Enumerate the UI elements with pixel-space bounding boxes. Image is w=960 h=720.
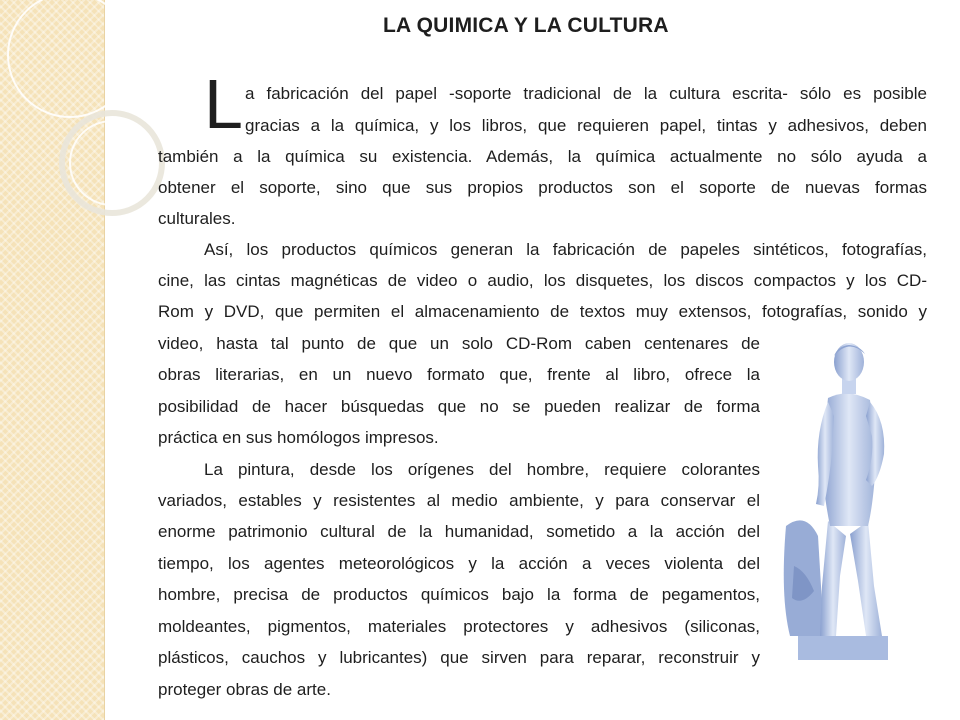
statue-illustration — [776, 336, 916, 664]
paragraph3-line1: La pintura, desde los orígenes del hombre, requiere colorantes — [204, 460, 760, 479]
drop-cap: L — [204, 65, 243, 143]
paragraph1-line2: gracias a la química, y los libros, que requieren papel, tintas y adhesivos, deben — [245, 116, 927, 135]
paragraph2-line7: práctica en sus homólogos impresos. — [158, 428, 439, 447]
paragraph3-line5: hombre, precisa de productos químicos bajo la forma de pegamentos, — [158, 585, 760, 604]
statue-image — [776, 336, 916, 664]
paragraph2-line2: cine, las cintas magnéticas de video o audio, los disquetes, los discos compactos y los CD- — [158, 271, 927, 290]
paragraph2-line3: Rom y DVD, que permiten el almacenamiento de textos muy extensos, fotografías, sonido y — [158, 302, 927, 321]
paragraph3-line7: plásticos, cauchos y lubricantes) que sirven para reparar, reconstruir y — [158, 648, 760, 667]
paragraph2-line5: obras literarias, en un nuevo formato que, frente al libro, ofrece la — [158, 365, 760, 384]
paragraph3-line6: moldeantes, pigmentos, materiales protectores y adhesivos (siliconas, — [158, 617, 760, 636]
paragraph2-line1: Así, los productos químicos generan la fabricación de papeles sintéticos, fotografías, — [204, 240, 927, 259]
paragraph1-line1: a fabricación del papel -soporte tradicional de la cultura escrita- sólo es posible — [245, 84, 927, 103]
paragraph1-line4: obtener el soporte, sino que sus propios productos son el soporte de nuevas formas — [158, 178, 927, 197]
paragraph3-line2: variados, estables y resistentes al medio ambiente, y para conservar el — [158, 491, 760, 510]
paragraph3-line4: tiempo, los agentes meteorológicos y la acción a veces violenta del — [158, 554, 760, 573]
paragraph3-line3: enorme patrimonio cultural de la humanidad, sometido a la acción del — [158, 522, 760, 541]
paragraph2-line6: posibilidad de hacer búsquedas que no se pueden realizar de forma — [158, 397, 760, 416]
paragraph1-line5: culturales. — [158, 209, 236, 228]
paragraph1-line3: también a la química su existencia. Además, la química actualmente no sólo ayuda a — [158, 147, 927, 166]
paragraph2-line4: video, hasta tal punto de que un solo CD-Rom caben centenares de — [158, 334, 760, 353]
decorative-circles — [0, 0, 140, 260]
paragraph3-line8: proteger obras de arte. — [158, 680, 331, 699]
page-title: LA QUIMICA Y LA CULTURA — [383, 14, 669, 37]
